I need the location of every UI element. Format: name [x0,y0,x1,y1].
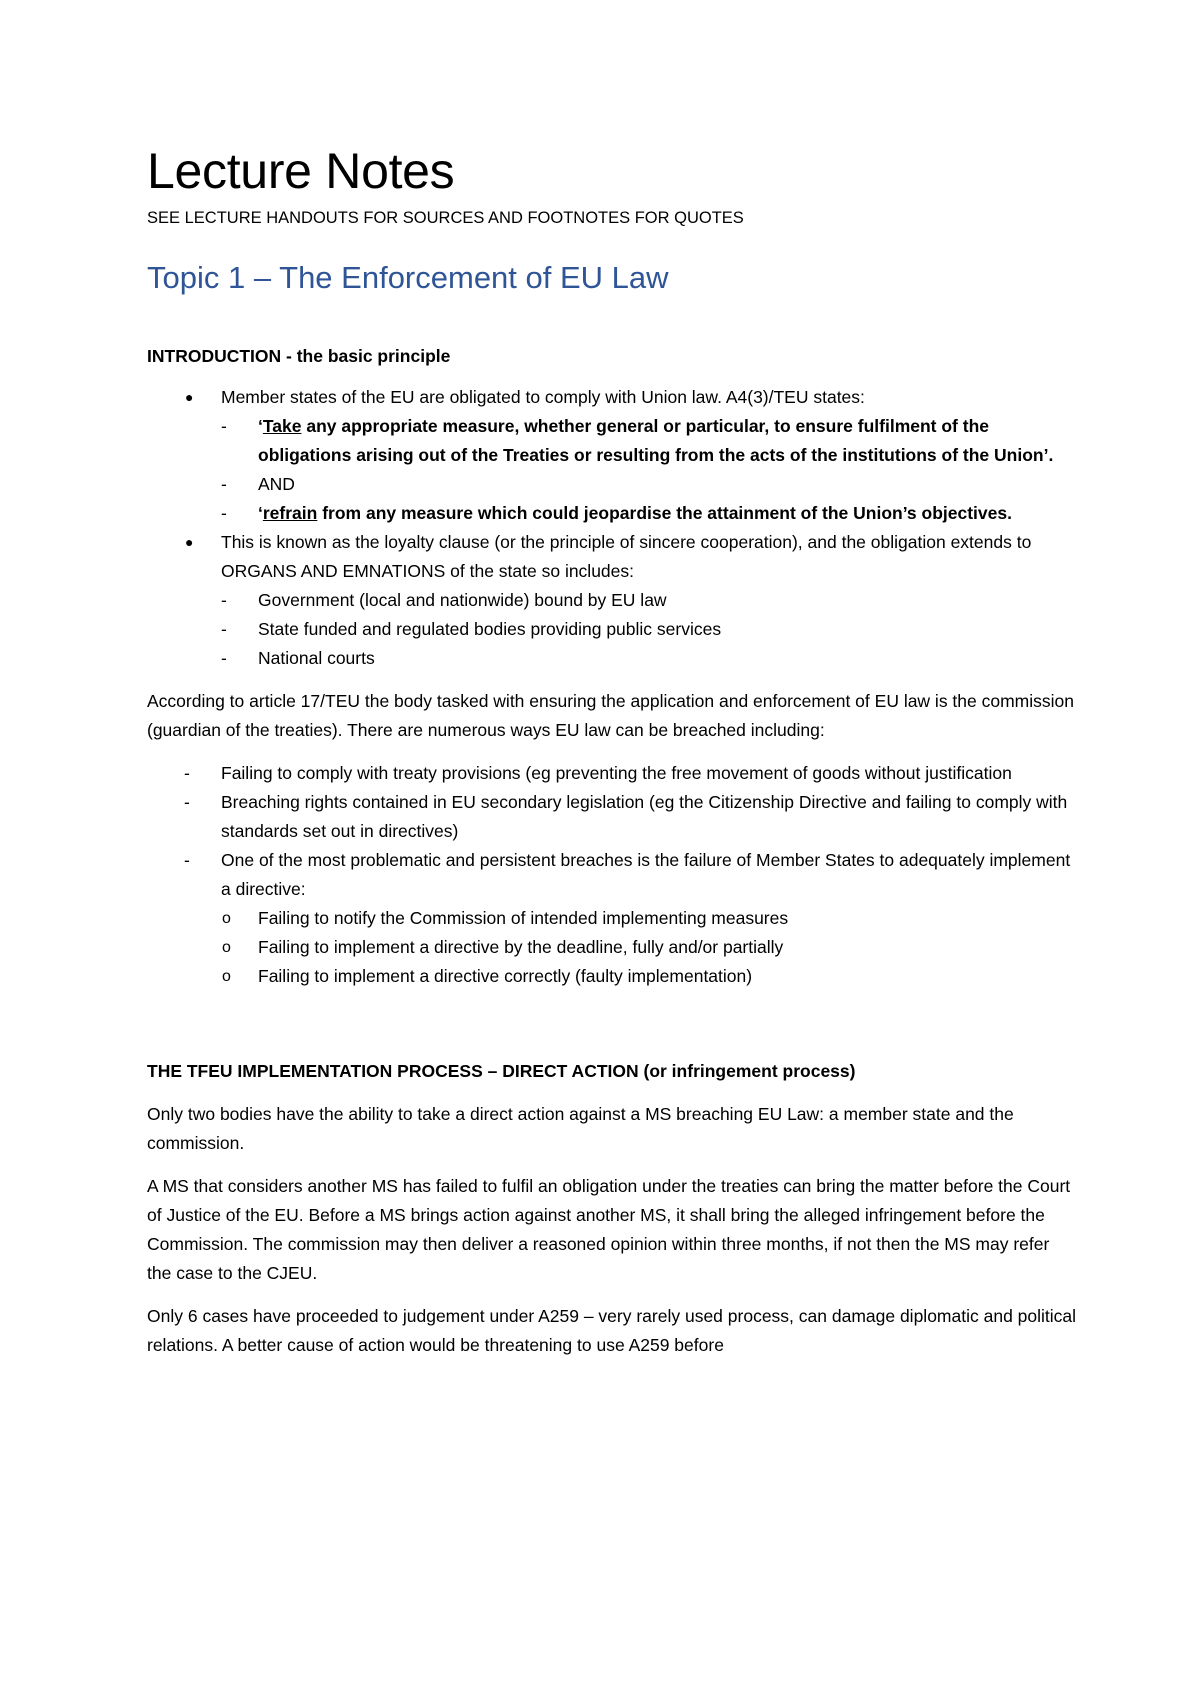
intro-heading: INTRODUCTION - the basic principle [147,346,451,366]
quote-keyword-refrain: refrain [262,503,318,523]
breach-item [147,846,1077,991]
breach-item-text: One of the most problematic and persistent breaches is the failure of Member States to adequately implement a directive: [221,850,1071,899]
tfeu-heading: THE TFEU IMPLEMENTATION PROCESS – DIRECT ACTION (or infringement process) [147,1061,856,1081]
document-subtitle: SEE LECTURE HANDOUTS FOR SOURCES AND FOOTNOTES FOR QUOTES [147,209,744,227]
and-connector [221,470,1077,499]
intro-bullet-1-text: Member states of the EU are obligated to comply with Union law. A4(3)/TEU states: [221,387,865,407]
directive-failure-text: Failing to implement a directive correctly (faulty implementation) [258,966,753,986]
tfeu-paragraph-3: Only 6 cases have proceeded to judgement under A259 – very rarely used process, can damage diplomatic and political relations. A better cause of action would be threatening to use A259 before [147,1306,1077,1355]
quote-open: ‘ [258,503,263,523]
dash-marker: - [221,503,227,523]
organs-item [221,586,1077,615]
dash-marker: - [221,648,227,668]
quote-open: ‘ [258,416,263,436]
and-text: AND [258,474,295,494]
breach-item [147,788,1077,846]
circle-marker: o [222,968,231,985]
dash-marker: - [221,590,227,610]
dash-marker: - [221,474,227,494]
dash-marker: - [184,792,190,812]
directive-failure-text: Failing to implement a directive by the deadline, fully and/or partially [258,937,784,957]
organs-item-text: National courts [258,648,375,668]
intro-bullet-2 [147,528,1077,673]
topic-heading: Topic 1 – The Enforcement of EU Law [147,260,669,295]
breaches-list [147,759,1077,991]
quote-text-refrain: from any measure which could jeopardise the attainment of the Union’s objectives. [317,503,1012,523]
quote-text-take: any appropriate measure, whether general or particular, to ensure fulfilment of the obligations arising out of the Treaties or resulting from the acts of the institutions of the Union’. [258,416,1054,465]
document-page [147,140,1077,1360]
dash-marker: - [221,619,227,639]
directive-failure-item [184,962,1077,991]
document-title: Lecture Notes [147,143,455,199]
tfeu-paragraph-1: Only two bodies have the ability to take a direct action against a MS breaching EU Law: a member state and the commission. [147,1104,1014,1153]
breach-item-text: Breaching rights contained in EU secondary legislation (eg the Citizenship Directive and failing to comply with standards set out in directives) [221,792,1068,841]
quote-take [221,412,1077,470]
dash-marker: - [184,763,190,783]
dash-marker: - [221,416,227,436]
intro-bullet-list [147,383,1077,673]
tfeu-paragraph-2: A MS that considers another MS has failed to fulfil an obligation under the treaties can bring the matter before the Court of Justice of the EU. Before a MS brings action against another MS, it shall bring the alleged infringement before the Commission. The commission may then deliver a reasoned opinion within three months, if not then the MS may refer the case to the CJEU. [147,1176,1071,1283]
organs-item [221,644,1077,673]
organs-item-text: State funded and regulated bodies providing public services [258,619,722,639]
dash-marker: - [184,850,190,870]
organs-item-text: Government (local and nationwide) bound by EU law [258,590,667,610]
quote-keyword-take: Take [262,416,302,436]
organs-list [221,586,1077,673]
breach-item-text: Failing to comply with treaty provisions (eg preventing the free movement of goods without justification [221,763,1012,783]
intro-bullet-1-sublist [221,412,1077,528]
bullet-marker: ● [185,534,194,550]
quote-refrain [221,499,1077,528]
directive-failure-text: Failing to notify the Commission of intended implementing measures [258,908,789,928]
breach-item [147,759,1077,788]
circle-marker: o [222,910,231,927]
organs-item [221,615,1077,644]
directive-failure-list [184,904,1077,991]
intro-bullet-2-text: This is known as the loyalty clause (or the principle of sincere cooperation), and the obligation extends to ORGANS AND EMNATIONS of the state so includes: [221,532,1032,581]
bullet-marker: ● [185,389,194,405]
directive-failure-item [184,933,1077,962]
intro-bullet-1 [147,383,1077,528]
directive-failure-item [184,904,1077,933]
circle-marker: o [222,939,231,956]
article17-paragraph: According to article 17/TEU the body tasked with ensuring the application and enforcement of EU law is the commission (guardian of the treaties). There are numerous ways EU law can be breached including: [147,691,1075,740]
